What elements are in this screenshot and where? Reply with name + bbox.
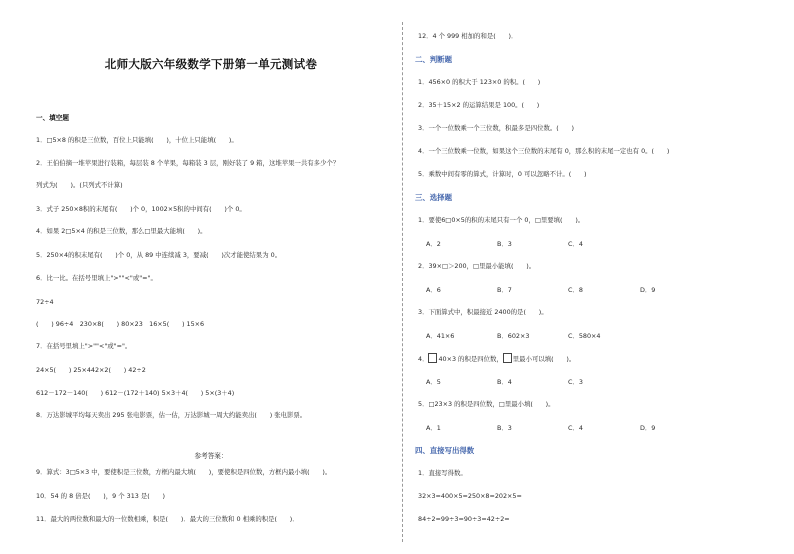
judge-item: 5．乘数中间有零的算式，计算时，0 可以忽略不计。( ) — [418, 170, 587, 178]
choice-question: 1．要使6□0×5的积的末尾只有一个 0，□里要填( )。 — [418, 216, 585, 224]
left-column — [30, 0, 392, 554]
choice-option: C．3 — [568, 378, 583, 386]
question-line: 612－172－140( ) 612－(172＋140) 5×3＋4( ) 5×(3＋4) — [36, 389, 235, 397]
question-line: 8．万达影城平均每天卖出 295 张电影票，估一估，万达影城一周大约能卖出( ) 张电影票。 — [36, 411, 307, 419]
question-line: 24×5( ) 25×442×2( ) 42÷2 — [36, 366, 146, 374]
choice-option: B．3 — [497, 424, 512, 432]
choice-option: A．5 — [426, 378, 441, 386]
judge-item: 1．456×0 的积大于 123×0 的积。( ) — [418, 78, 541, 86]
question-line: 12．4 个 999 相加的和是( )． — [418, 32, 518, 40]
right-column — [412, 0, 772, 554]
page-title: 北师大版六年级数学下册第一单元测试卷 — [104, 57, 318, 71]
choice-option: A．1 — [426, 424, 441, 432]
question-line: 6．比一比。在括号里填上">""<"或"="。 — [36, 274, 157, 282]
choice-option: C．8 — [568, 286, 583, 294]
choice-question: 3．下面算式中，积最接近 2400的是( )。 — [418, 308, 548, 316]
question-line: 72÷4 — [36, 298, 54, 306]
choice-question: 5．□23×3 的积是四位数，□里最小填( )。 — [418, 400, 555, 408]
choice-option: C．4 — [568, 240, 583, 248]
choice-option: B．4 — [497, 378, 512, 386]
choice-option: D．9 — [640, 286, 656, 294]
compute-line: 1．直接写得数。 — [418, 469, 467, 477]
question-text: 40×3 的积是四位数， — [438, 355, 503, 363]
judge-item: 2．35＋15×2 的运算结果是 100。( ) — [418, 101, 540, 109]
judge-item: 3．一个一位数乘一个三位数，积最多是四位数。( ) — [418, 124, 575, 132]
question-line: 1．□5×8 的积是三位数，百位上只能填( )，十位上只能填( )。 — [36, 136, 238, 144]
question-line: 7．在括号里填上">""<"或"="。 — [36, 342, 132, 350]
question-line: 列式为( )。(只列式不计算) — [36, 181, 123, 189]
question-line: 5．250×4的积末尾有( )个 0，从 89 中连续减 3，要减( )次才能使结果为 0。 — [36, 251, 282, 259]
judge-item: 4．一个三位数乘一位数，如果这个三位数的末尾有 0，那么积的末尾一定也有 0。( ) — [418, 147, 670, 155]
section-choice: 三、选择题 — [415, 193, 452, 202]
question-line: ( ) 96÷4 230×8( ) 80×23 16×5( ) 15×6 — [36, 320, 205, 328]
question-number: 4． — [418, 355, 429, 363]
choice-option: B．3 — [497, 240, 512, 248]
choice-question — [418, 353, 575, 364]
question-line: 4．如果 2□5×4 的积是三位数，那么□里最大能填( )。 — [36, 227, 207, 235]
compute-line: 84÷2=99÷3=90÷3=42÷2= — [418, 515, 510, 523]
choice-question: 2．39×□＞200，□里最小能填( )。 — [418, 262, 536, 270]
reference-answer-heading: 参考答案： — [194, 452, 228, 460]
choice-option: B．602×3 — [497, 332, 530, 340]
question-line: 11．最大的两位数和最大的一位数相乘，积是( )．最大的三位数和 0 相乘的积是( )． — [36, 515, 299, 523]
question-text: 里最小可以填( )。 — [512, 355, 576, 363]
choice-option: C．4 — [568, 424, 583, 432]
question-line: 3．式子 250×8积的末尾有( )个 0，1002×5积的中间有( )个 0。 — [36, 205, 246, 213]
blank-box — [503, 353, 512, 363]
choice-option: D．9 — [640, 424, 656, 432]
choice-option: B．7 — [497, 286, 512, 294]
column-divider — [402, 22, 403, 542]
section-fill-blank: 一、填空题 — [36, 114, 69, 122]
choice-option: C．580×4 — [568, 332, 601, 340]
question-line: 2．王伯伯摘一堆苹果进行装箱，每层装 8 个苹果，每箱装 3 层，刚好装了 9 箱，这堆苹果一共有多少个？ — [36, 159, 340, 167]
blank-box — [428, 353, 437, 363]
question-line: 9．算式：3□5×3 中，要使积是三位数，方框内最大填( )，要使积是四位数，方框内最小填( )。 — [36, 468, 332, 476]
section-judge: 二、判断题 — [415, 55, 452, 64]
choice-option: A．2 — [426, 240, 441, 248]
compute-line: 32×3=400×5=250×8=202×5= — [418, 492, 522, 500]
question-line: 10．54 的 8 倍是( )，9 个 313 是( ) — [36, 492, 166, 500]
choice-option: A．41×6 — [426, 332, 455, 340]
section-compute: 四、直接写出得数 — [415, 446, 475, 455]
choice-option: A．6 — [426, 286, 441, 294]
